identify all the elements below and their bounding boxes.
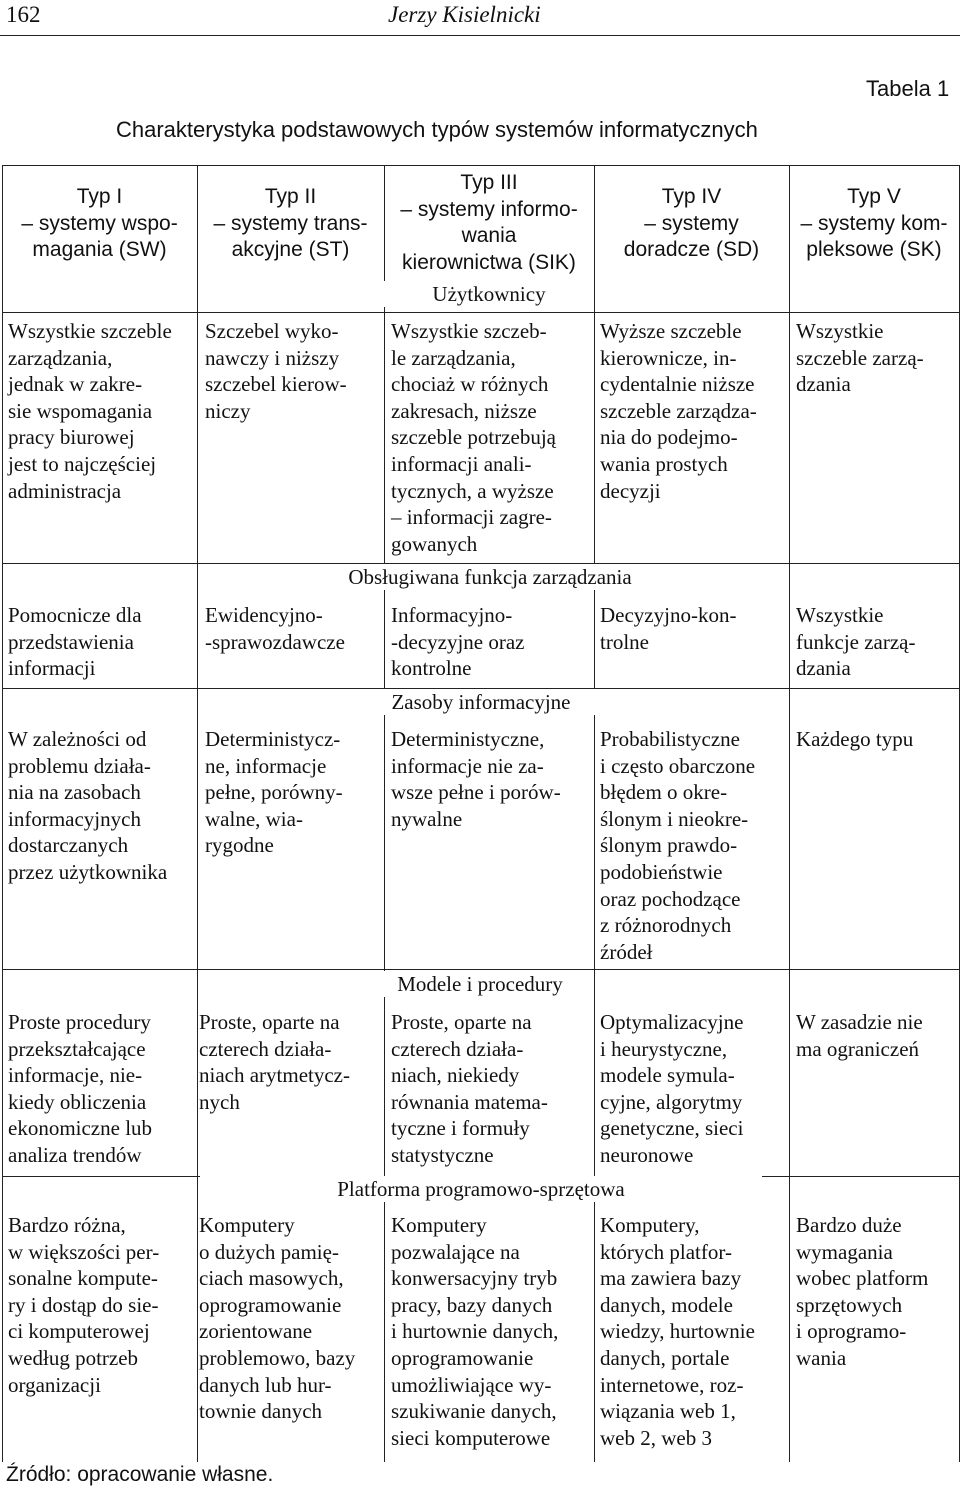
section-label-models: Modele i procedury	[374, 971, 586, 997]
cell-resources-typ-4: Probabilistyczne i często obarczone błędem o okre- ślonym i nieokre- ślonym prawdo- podobieństwie oraz pochodzące z różnorodnych źródeł	[600, 727, 756, 964]
source-note: Źródło: opracowanie własne.	[6, 1463, 274, 1486]
section-label-resources: Zasoby informacyjne	[365, 689, 597, 715]
grid-line-top	[2, 165, 959, 166]
cell-resources-typ-2: Deterministycz- ne, informacje pełne, porówny- walne, wia- rygodne	[205, 727, 343, 858]
grid-line-col4	[789, 165, 790, 1462]
cell-function-typ-2: Ewidencyjno- -sprawozdawcze	[205, 603, 345, 654]
page-number: 162	[6, 2, 41, 27]
cell-users-typ-5: Wszystkie szczeble zarzą- dzania	[796, 319, 924, 397]
cell-resources-typ-3: Deterministyczne, informacje nie za- wsze pełne i porów- nywalne	[391, 727, 561, 831]
column-header-typ-3: Typ III – systemy informo- wania kierownictwa (SIK)	[400, 171, 578, 274]
cell-models-typ-3: Proste, oparte na czterech działa- niach, niekiedy równania matema- tyczne i formuły statystyczne	[391, 1010, 548, 1167]
cell-models-typ-2: Proste, oparte na czterech działa- niach arytmetycz- nych	[199, 1010, 350, 1114]
running-header-author: Jerzy Kisielnicki	[388, 2, 541, 27]
section-label-users: Użytkownicy	[384, 281, 594, 307]
section-label-platform: Platforma programowo-sprzętowa	[200, 1176, 762, 1202]
cell-resources-typ-1: W zależności od problemu działa- nia na zasobach informacyjnych dostarczanych przez użytkownika	[8, 727, 168, 884]
section-label-function: Obsługiwana funkcja zarządzania	[200, 564, 780, 590]
cell-function-typ-5: Wszystkie funkcje zarzą- dzania	[796, 603, 916, 681]
cell-function-typ-3: Informacyjno- -decyzyjne oraz kontrolne	[391, 603, 525, 681]
cell-models-typ-1: Proste procedury przekształcające informacje, nie- kiedy obliczenia ekonomiczne lub analiza trendów	[8, 1010, 153, 1167]
cell-platform-typ-4: Komputery, których platfor- ma zawiera bazy danych, modele wiedzy, hurtownie danych, portale internetowe, roz- wiązania web 1, web 2, web 3	[600, 1213, 755, 1450]
grid-line-resources-bottom	[2, 969, 959, 970]
cell-function-typ-4: Decyzyjno-kon- trolne	[600, 603, 737, 654]
column-header-typ-4: Typ IV – systemy doradcze (SD)	[623, 185, 760, 262]
cell-users-typ-4: Wyższe szczeble kierownicze, in- cydentalnie niższe szczeble zarządza- nia do podejmo- wania prostych decyzji	[600, 319, 757, 503]
cell-models-typ-5: W zasadzie nie ma ograniczeń	[796, 1010, 923, 1061]
grid-line-header-bottom	[2, 312, 959, 313]
grid-line-col1	[197, 165, 198, 1462]
column-header-typ-1: Typ I – systemy wspo- magania (SW)	[21, 185, 178, 262]
cell-platform-typ-1: Bardzo różna, w większości per- sonalne kompute- ry i dostąp do sie- ci komputerowej według potrzeb organizacji	[8, 1213, 160, 1397]
cell-platform-typ-3: Komputery pozwalające na konwersacyjny tryb pracy, bazy danych i hurtownie danych, oprogramowanie umożliwiające wy- szukiwanie danych, sieci komputerowe	[391, 1213, 559, 1450]
cell-users-typ-1: Wszystkie szczeble zarządzania, jednak w zakre- sie wspomagania pracy biurowej jest to najczęściej administracja	[8, 319, 172, 503]
column-header-typ-2: Typ II – systemy trans- akcyjne (ST)	[213, 185, 368, 262]
grid-line-left	[2, 165, 3, 1462]
table-title: Charakterystyka podstawowych typów systemów informatycznych	[116, 117, 758, 142]
header-rule	[0, 35, 960, 36]
grid-line-col3	[594, 165, 595, 1462]
cell-resources-typ-5: Każdego typu	[796, 727, 914, 751]
column-header-typ-5: Typ V – systemy kom- pleksowe (SK)	[800, 185, 948, 262]
cell-platform-typ-2: Komputery o dużych pamię- ciach masowych, oprogramowanie zorientowane problemowo, bazy danych lub hur- townie danych	[199, 1213, 356, 1424]
cell-platform-typ-5: Bardzo duże wymagania wobec platform sprzętowych i oprogramo- wania	[796, 1213, 929, 1370]
cell-models-typ-4: Optymalizacyjne i heurystyczne, modele symula- cyjne, algorytmy genetyczne, sieci neuronowe	[600, 1010, 744, 1167]
table-label: Tabela 1	[866, 76, 950, 101]
grid-line-col2	[384, 165, 385, 1462]
cell-users-typ-2: Szczebel wyko- nawczy i niższy szczebel kierow- niczy	[205, 319, 347, 423]
cell-function-typ-1: Pomocnicze dla przedstawienia informacji	[8, 603, 142, 681]
cell-users-typ-3: Wszystkie szczeb- le zarządzania, chociaż w różnych zakresach, niższe szczeble potrzebują informacji anali- tycznych, a wyższe – informacji zagre- gowanych	[391, 319, 556, 556]
